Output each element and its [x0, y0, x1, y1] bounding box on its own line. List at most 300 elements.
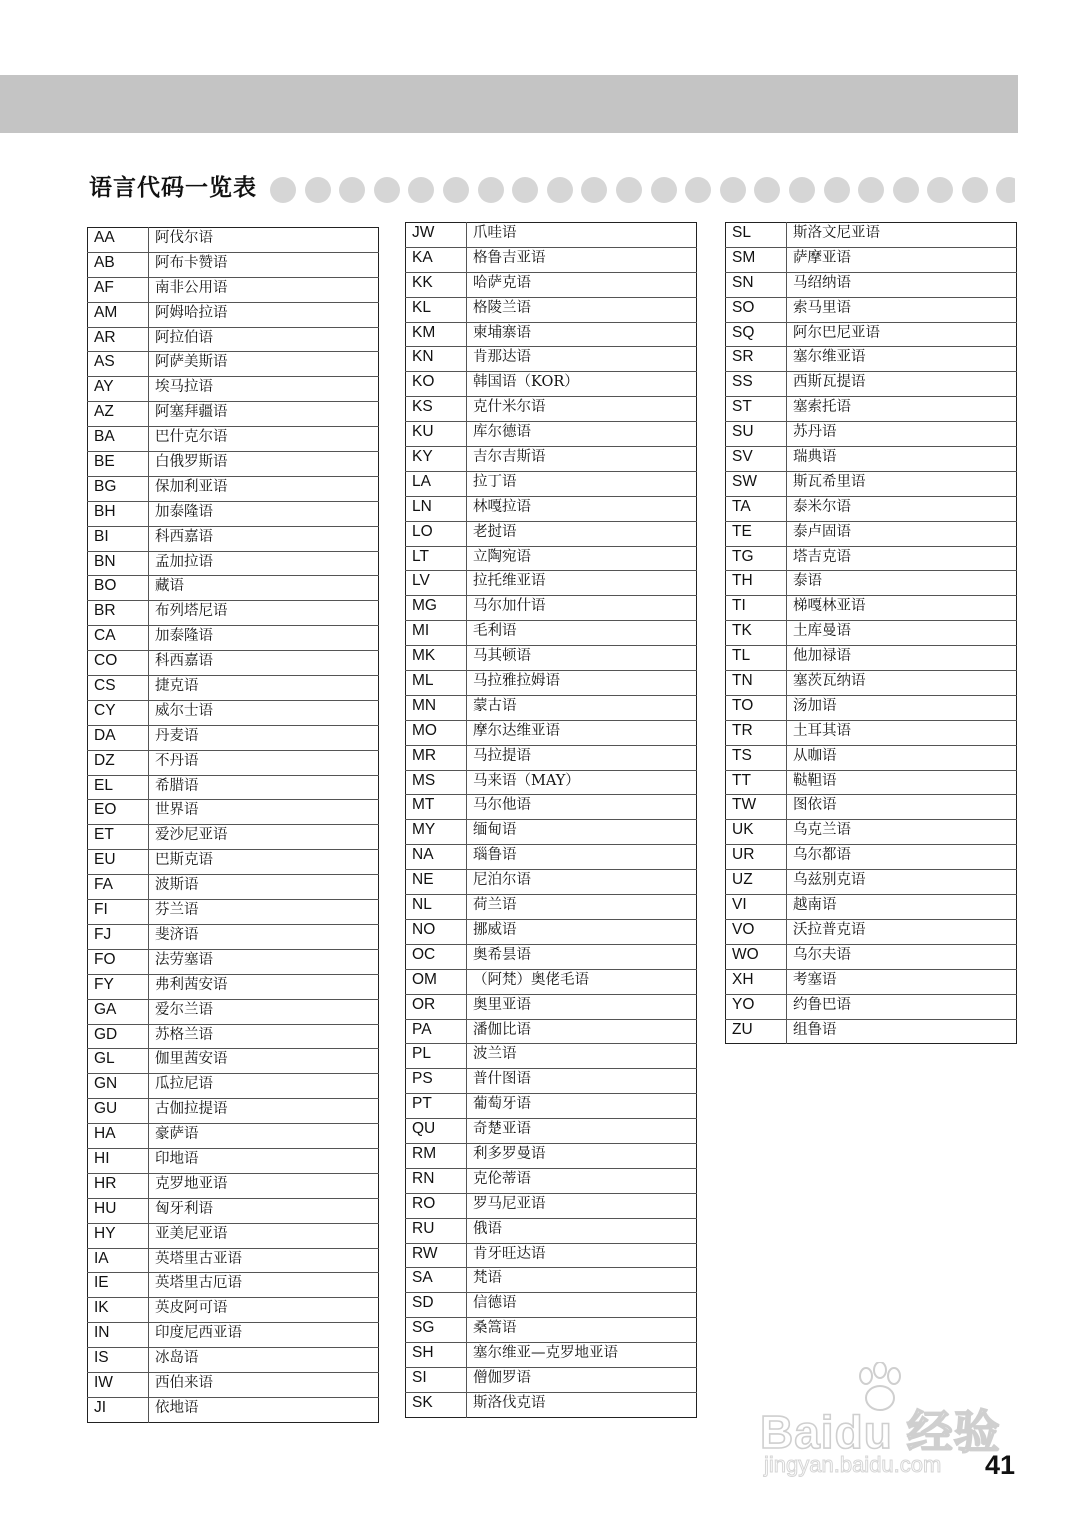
language-code: LT [406, 546, 467, 571]
language-code: BI [88, 526, 149, 551]
language-name: 瓜拉尼语 [149, 1074, 379, 1099]
language-name: 约鲁巴语 [787, 994, 1017, 1019]
language-code: UK [726, 820, 787, 845]
table-row [406, 1019, 697, 1044]
language-name: 乌尔都语 [787, 845, 1017, 870]
language-name: 印度尼西亚语 [149, 1323, 379, 1348]
language-name: 老挝语 [467, 521, 697, 546]
language-code: TW [726, 795, 787, 820]
language-code: GN [88, 1074, 149, 1099]
table-row [88, 1323, 379, 1348]
language-code: HR [88, 1173, 149, 1198]
language-code: RW [406, 1243, 467, 1268]
table-row [726, 397, 1017, 422]
table-row [406, 795, 697, 820]
table-row [88, 327, 379, 352]
table-row [726, 447, 1017, 472]
language-name: 藏语 [149, 576, 379, 601]
table-row [88, 252, 379, 277]
language-name: 马绍纳语 [787, 272, 1017, 297]
table-row [88, 1198, 379, 1223]
language-code: EO [88, 800, 149, 825]
decorative-dot [962, 177, 988, 203]
language-code: MG [406, 596, 467, 621]
table-row [88, 974, 379, 999]
table-row [406, 521, 697, 546]
language-code: TH [726, 571, 787, 596]
page-title: 语言代码一览表 [89, 175, 257, 201]
language-name: 毛利语 [467, 621, 697, 646]
table-row [726, 695, 1017, 720]
table-row [406, 422, 697, 447]
table-row [88, 1148, 379, 1173]
language-code: TL [726, 646, 787, 671]
table-row [726, 422, 1017, 447]
language-code: IA [88, 1248, 149, 1273]
table-row [88, 1049, 379, 1074]
table-row [406, 1143, 697, 1168]
table-row [88, 476, 379, 501]
language-code: FY [88, 974, 149, 999]
language-name: 弗利茜安语 [149, 974, 379, 999]
language-code: IN [88, 1323, 149, 1348]
language-code: UR [726, 845, 787, 870]
language-code: SL [726, 223, 787, 248]
language-code: LV [406, 571, 467, 596]
language-name: 乌尔夫语 [787, 944, 1017, 969]
language-name: 马其顿语 [467, 646, 697, 671]
language-code: FI [88, 900, 149, 925]
table-row [406, 272, 697, 297]
table-row [88, 825, 379, 850]
language-name: 斐济语 [149, 924, 379, 949]
language-code: BN [88, 551, 149, 576]
language-code: BE [88, 452, 149, 477]
decorative-dot [547, 177, 573, 203]
language-code: ET [88, 825, 149, 850]
table-row [406, 695, 697, 720]
language-code: SM [726, 247, 787, 272]
language-name: 泰米尔语 [787, 496, 1017, 521]
language-code: SR [726, 347, 787, 372]
language-name: （阿梵）奥佬毛语 [467, 969, 697, 994]
language-code: BA [88, 427, 149, 452]
language-name: 阿拉伯语 [149, 327, 379, 352]
table-row [406, 546, 697, 571]
language-name: 格鲁吉亚语 [467, 247, 697, 272]
language-code: GA [88, 999, 149, 1024]
language-name: 尼泊尔语 [467, 870, 697, 895]
table-row [88, 427, 379, 452]
language-name: 乌兹别克语 [787, 870, 1017, 895]
table-row [88, 352, 379, 377]
table-row [88, 725, 379, 750]
language-code: TE [726, 521, 787, 546]
language-code: KN [406, 347, 467, 372]
language-code: KO [406, 372, 467, 397]
language-name: 考塞语 [787, 969, 1017, 994]
language-code: TN [726, 671, 787, 696]
language-name: 葡萄牙语 [467, 1094, 697, 1119]
language-name: 南非公用语 [149, 277, 379, 302]
baidu-watermark [760, 1362, 1010, 1477]
language-code: RN [406, 1168, 467, 1193]
table-row [726, 247, 1017, 272]
language-name: 马尔他语 [467, 795, 697, 820]
language-name: 捷克语 [149, 676, 379, 701]
language-code: LO [406, 521, 467, 546]
table-row [406, 1218, 697, 1243]
language-code: TI [726, 596, 787, 621]
language-code: MY [406, 820, 467, 845]
language-name: 加泰隆语 [149, 626, 379, 651]
table-row [726, 621, 1017, 646]
language-name: 爱尔兰语 [149, 999, 379, 1024]
table-row [406, 1392, 697, 1417]
language-name: 马拉雅拉姆语 [467, 671, 697, 696]
table-row [406, 1293, 697, 1318]
language-code: HI [88, 1148, 149, 1173]
language-name: 希腊语 [149, 775, 379, 800]
language-code: QU [406, 1119, 467, 1144]
language-code: SK [406, 1392, 467, 1417]
language-code: NE [406, 870, 467, 895]
language-name: 瑙鲁语 [467, 845, 697, 870]
table-row [726, 272, 1017, 297]
language-code: NO [406, 919, 467, 944]
language-code: IW [88, 1372, 149, 1397]
language-name: 克什米尔语 [467, 397, 697, 422]
language-code: UZ [726, 870, 787, 895]
language-name: 英塔里古亚语 [149, 1248, 379, 1273]
table-row [88, 700, 379, 725]
language-code: SQ [726, 322, 787, 347]
language-name: 冰岛语 [149, 1348, 379, 1373]
language-code: JI [88, 1397, 149, 1422]
language-code: KS [406, 397, 467, 422]
language-name: 泰卢固语 [787, 521, 1017, 546]
language-code: MO [406, 720, 467, 745]
language-code: OR [406, 994, 467, 1019]
table-row [406, 1168, 697, 1193]
language-name: 拉托维亚语 [467, 571, 697, 596]
language-name: 苏格兰语 [149, 1024, 379, 1049]
decorative-dot [927, 177, 953, 203]
language-name: 蒙古语 [467, 695, 697, 720]
language-name: 格陵兰语 [467, 297, 697, 322]
language-name: 阿塞拜疆语 [149, 402, 379, 427]
table-row [726, 496, 1017, 521]
language-code: GD [88, 1024, 149, 1049]
table-row [88, 1273, 379, 1298]
table-row [726, 347, 1017, 372]
table-row [406, 1119, 697, 1144]
language-code: ST [726, 397, 787, 422]
language-code-table-3 [725, 222, 1017, 1044]
table-row [726, 770, 1017, 795]
language-name: 奥里亚语 [467, 994, 697, 1019]
language-name: 加泰隆语 [149, 501, 379, 526]
table-row [88, 1024, 379, 1049]
table-row [406, 397, 697, 422]
table-row [406, 322, 697, 347]
table-row [726, 646, 1017, 671]
language-code: IS [88, 1348, 149, 1373]
language-name: 吉尔吉斯语 [467, 447, 697, 472]
language-code: SO [726, 297, 787, 322]
language-code: TT [726, 770, 787, 795]
language-code: AM [88, 302, 149, 327]
language-name: 塞茨瓦纳语 [787, 671, 1017, 696]
table-row [88, 800, 379, 825]
language-code: WO [726, 944, 787, 969]
language-code: TG [726, 546, 787, 571]
table-row [88, 452, 379, 477]
table-row [88, 501, 379, 526]
table-row [406, 247, 697, 272]
decorative-dot [789, 177, 815, 203]
language-name: 利多罗曼语 [467, 1143, 697, 1168]
decorative-dot [374, 177, 400, 203]
table-row [726, 596, 1017, 621]
language-code: SG [406, 1318, 467, 1343]
language-name: 韩国语（KOR） [467, 372, 697, 397]
table-row [726, 919, 1017, 944]
language-name: 依地语 [149, 1397, 379, 1422]
language-name: 土库曼语 [787, 621, 1017, 646]
language-name: 梵语 [467, 1268, 697, 1293]
language-name: 桑篙语 [467, 1318, 697, 1343]
decorative-dot [305, 177, 331, 203]
language-name: 丹麦语 [149, 725, 379, 750]
language-name: 英皮阿可语 [149, 1298, 379, 1323]
table-row [726, 944, 1017, 969]
language-code: BH [88, 501, 149, 526]
table-row [726, 1019, 1017, 1044]
table-row [88, 402, 379, 427]
language-code: SA [406, 1268, 467, 1293]
table-row [88, 775, 379, 800]
language-name: 肯牙旺达语 [467, 1243, 697, 1268]
language-name: 泰语 [787, 571, 1017, 596]
table-row [406, 870, 697, 895]
language-code: HU [88, 1198, 149, 1223]
language-name: 沃拉普克语 [787, 919, 1017, 944]
language-name: 波斯语 [149, 875, 379, 900]
language-name: 巴斯克语 [149, 850, 379, 875]
language-name: 豪萨语 [149, 1124, 379, 1149]
decorative-dot [408, 177, 434, 203]
language-name: 爪哇语 [473, 225, 517, 241]
table-row [88, 626, 379, 651]
language-code: HA [88, 1124, 149, 1149]
table-row [726, 994, 1017, 1019]
table-row [406, 745, 697, 770]
language-name: 塞索托语 [787, 397, 1017, 422]
table-row [88, 228, 379, 253]
language-name: 组鲁语 [787, 1019, 1017, 1044]
table-row [726, 546, 1017, 571]
language-code: SU [726, 422, 787, 447]
table-row [88, 1298, 379, 1323]
language-name: 马尔加什语 [467, 596, 697, 621]
language-code-table-1 [87, 227, 379, 1423]
language-name: 库尔德语 [467, 422, 697, 447]
language-code: SS [726, 372, 787, 397]
language-code: XH [726, 969, 787, 994]
language-name: 摩尔达维亚语 [467, 720, 697, 745]
page-number: 41 [985, 1450, 1016, 1480]
language-name: 孟加拉语 [149, 551, 379, 576]
language-code: CS [88, 676, 149, 701]
table-row [88, 1173, 379, 1198]
decorative-dot [478, 177, 504, 203]
language-name: 苏丹语 [787, 422, 1017, 447]
table-row [406, 770, 697, 795]
language-name: 斯洛文尼亚语 [793, 225, 880, 241]
decorative-dot [720, 177, 746, 203]
language-name: 罗马尼亚语 [467, 1193, 697, 1218]
language-code: MI [406, 621, 467, 646]
table-row [406, 845, 697, 870]
table-row [406, 919, 697, 944]
language-code-table-2 [405, 222, 697, 1418]
language-name: 波兰语 [467, 1044, 697, 1069]
language-name: 索马里语 [787, 297, 1017, 322]
decorative-dot [512, 177, 538, 203]
table-row [406, 1094, 697, 1119]
table-row [88, 850, 379, 875]
language-code: EL [88, 775, 149, 800]
language-name: 爱沙尼亚语 [149, 825, 379, 850]
table-row [406, 820, 697, 845]
language-code: AZ [88, 402, 149, 427]
language-code: IE [88, 1273, 149, 1298]
language-name: 威尔士语 [149, 700, 379, 725]
language-code: RU [406, 1218, 467, 1243]
language-name: 奥希昙语 [467, 944, 697, 969]
table-row [726, 895, 1017, 920]
table-row [88, 601, 379, 626]
table-row [88, 1397, 379, 1422]
table-row [406, 944, 697, 969]
table-row [406, 223, 697, 248]
language-name: 塞尔维亚语 [787, 347, 1017, 372]
language-name: 汤加语 [787, 695, 1017, 720]
language-code: SV [726, 447, 787, 472]
language-code: MK [406, 646, 467, 671]
language-name: 阿姆哈拉语 [149, 302, 379, 327]
decorative-dot [651, 177, 677, 203]
language-code: TO [726, 695, 787, 720]
language-name: 克伦蒂语 [467, 1168, 697, 1193]
language-code: SW [726, 471, 787, 496]
table-row [406, 596, 697, 621]
table-row [88, 651, 379, 676]
table-row [726, 322, 1017, 347]
language-name: 西斯瓦提语 [787, 372, 1017, 397]
language-code: TA [726, 496, 787, 521]
watermark-brand: Baidu 经验 [760, 1406, 1001, 1458]
decorative-dot [996, 177, 1015, 203]
table-row [88, 1099, 379, 1124]
language-name: 保加利亚语 [149, 476, 379, 501]
language-code: KU [406, 422, 467, 447]
language-code: KL [406, 297, 467, 322]
language-name: 芬兰语 [149, 900, 379, 925]
language-name: 科西嘉语 [149, 526, 379, 551]
language-code: BR [88, 601, 149, 626]
language-name: 瑞典语 [787, 447, 1017, 472]
language-code: TS [726, 745, 787, 770]
language-code: PT [406, 1094, 467, 1119]
language-code: PS [406, 1069, 467, 1094]
language-code: SD [406, 1293, 467, 1318]
table-row [406, 1044, 697, 1069]
language-name: 林嘎拉语 [467, 496, 697, 521]
language-name: 鞑靼语 [787, 770, 1017, 795]
language-name: 立陶宛语 [467, 546, 697, 571]
language-code: JW [406, 223, 467, 248]
table-row [88, 526, 379, 551]
table-row [406, 571, 697, 596]
table-row [726, 795, 1017, 820]
language-name: 阿尔巴尼亚语 [787, 322, 1017, 347]
table-row [406, 895, 697, 920]
language-code: HY [88, 1223, 149, 1248]
language-code: EU [88, 850, 149, 875]
watermark-url: jingyan.baidu.com [764, 1452, 942, 1477]
language-code: GL [88, 1049, 149, 1074]
decorative-dot [443, 177, 469, 203]
language-name: 斯洛伐克语 [467, 1392, 697, 1417]
language-code: DA [88, 725, 149, 750]
table-row [406, 671, 697, 696]
language-name: 图依语 [787, 795, 1017, 820]
language-name: 挪威语 [467, 919, 697, 944]
language-code: KM [406, 322, 467, 347]
table-row [726, 845, 1017, 870]
language-code: RO [406, 1193, 467, 1218]
language-name: 从咖语 [787, 745, 1017, 770]
table-row [406, 447, 697, 472]
table-row [406, 347, 697, 372]
language-name: 古伽拉提语 [149, 1099, 379, 1124]
table-row [406, 994, 697, 1019]
table-row [726, 820, 1017, 845]
language-name: 匈牙利语 [149, 1198, 379, 1223]
table-row [406, 372, 697, 397]
language-name: 信德语 [467, 1293, 697, 1318]
language-name: 萨摩亚语 [787, 247, 1017, 272]
language-name: 西伯来语 [149, 1372, 379, 1397]
language-code: SN [726, 272, 787, 297]
language-code: PA [406, 1019, 467, 1044]
language-code: GU [88, 1099, 149, 1124]
table-row [406, 1243, 697, 1268]
language-name: 法劳塞语 [149, 949, 379, 974]
language-name: 僧伽罗语 [467, 1367, 697, 1392]
language-code: BO [88, 576, 149, 601]
language-name: 潘伽比语 [467, 1019, 697, 1044]
language-code: FJ [88, 924, 149, 949]
language-code: KA [406, 247, 467, 272]
language-code: NL [406, 895, 467, 920]
table-row [406, 1367, 697, 1392]
table-row [726, 571, 1017, 596]
header-bar [0, 75, 1018, 133]
language-name: 布列塔尼语 [149, 601, 379, 626]
